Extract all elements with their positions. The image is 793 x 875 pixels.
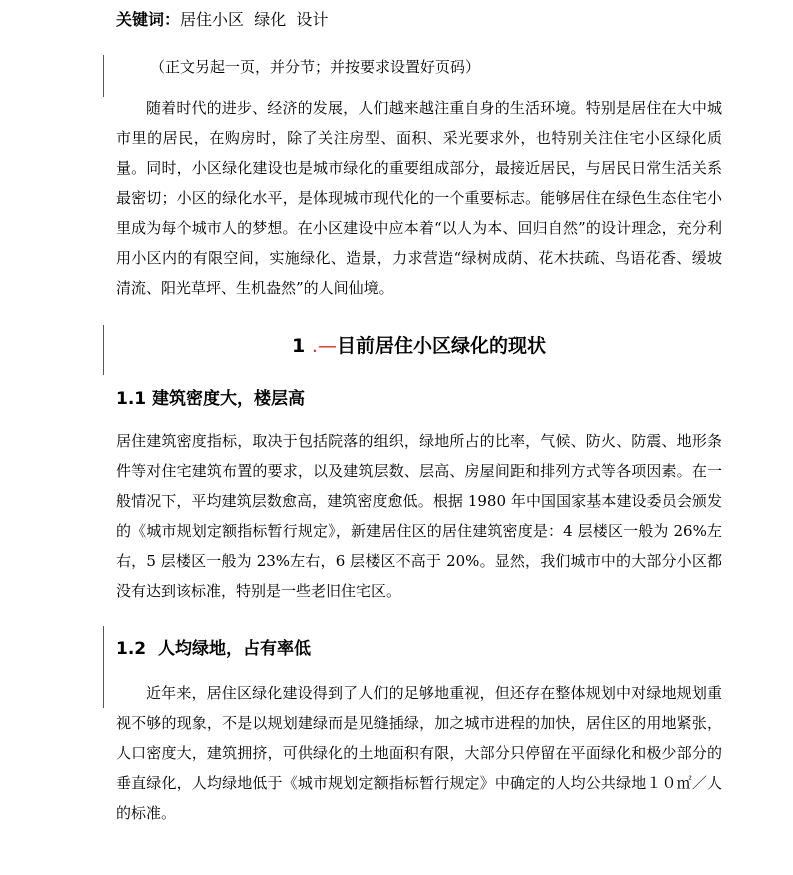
revision-marker: [103, 626, 104, 708]
chapter-title: 目前居住小区绿化的现状: [336, 335, 546, 357]
section-paragraph: 居住建筑密度指标，取决于包括院落的组织，绿地所占的比率，气候、防火、防震、地形条件等对住宅建筑布置的要求，以及建筑层数、层高、房屋间距和排列方式等各项因素。在一般情况下，平均建筑层数愈高，建筑密度愈低。根据 1980 年中国国家基本建设委员会颁发的《城市规划定额指标暂行规定》，新建居住区的居住建筑密度是：4 层楼区一般为 26%左右，5 层楼区一般为 23%左右，6 层楼区不高于 20%。显然，我们城市中的大部分小区都没有达到该标准，特别是一些老旧住宅区。: [116, 432, 722, 600]
intro-paragraph: 随着时代的进步、经济的发展，人们越来越注重自身的生活环境。特别是居住在大中城市里的居民，在购房时，除了关注房型、面积、采光要求外，也特别关注住宅小区绿化质量。同时，小区绿化建设也是城市绿化的重要组成部分，最接近居民，与居民日常生活关系最密切；小区的绿化水平，是体现城市现代化的一个重要标志。能够居住在绿色生态住宅小里成为每个城市人的梦想。在小区建设中应本着“以人为本、回归自然”的设计理念，充分利用小区内的有限空间，实施绿化、造景，力求营造“绿树成荫、花木扶疏、鸟语花香、缓坡清流、阳光草坪、生机盎然”的人间仙境。: [116, 99, 722, 297]
keywords-label: 关键词：: [116, 10, 181, 29]
layout-note: （正文另起一页，并分节；并按要求设置好页码）: [150, 58, 481, 76]
chapter-separator: .—: [311, 335, 337, 357]
keywords-line: [116, 8, 328, 32]
revision-marker: [103, 55, 104, 97]
chapter-heading: [0, 331, 793, 361]
keywords-terms: 居住小区 绿化 设计: [180, 10, 329, 29]
section-heading: 1.2 人均绿地，占有率低: [116, 639, 311, 659]
chapter-number: 1: [292, 335, 306, 357]
section-paragraph: 近年来，居住区绿化建设得到了人们的足够地重视，但还存在整体规划中对绿地规划重视不够的现象，不是以规划建绿而是见缝插绿，加之城市进程的加快，居住区的用地紧张，人口密度大，建筑拥挤，可供绿化的土地面积有限，大部分只停留在平面绿化和极少部分的垂直绿化，人均绿地低于《城市规划定额指标暂行规定》中确定的人均公共绿地１０㎡／人的标准。: [116, 684, 722, 822]
section-heading: 1.1 建筑密度大，楼层高: [116, 389, 306, 409]
